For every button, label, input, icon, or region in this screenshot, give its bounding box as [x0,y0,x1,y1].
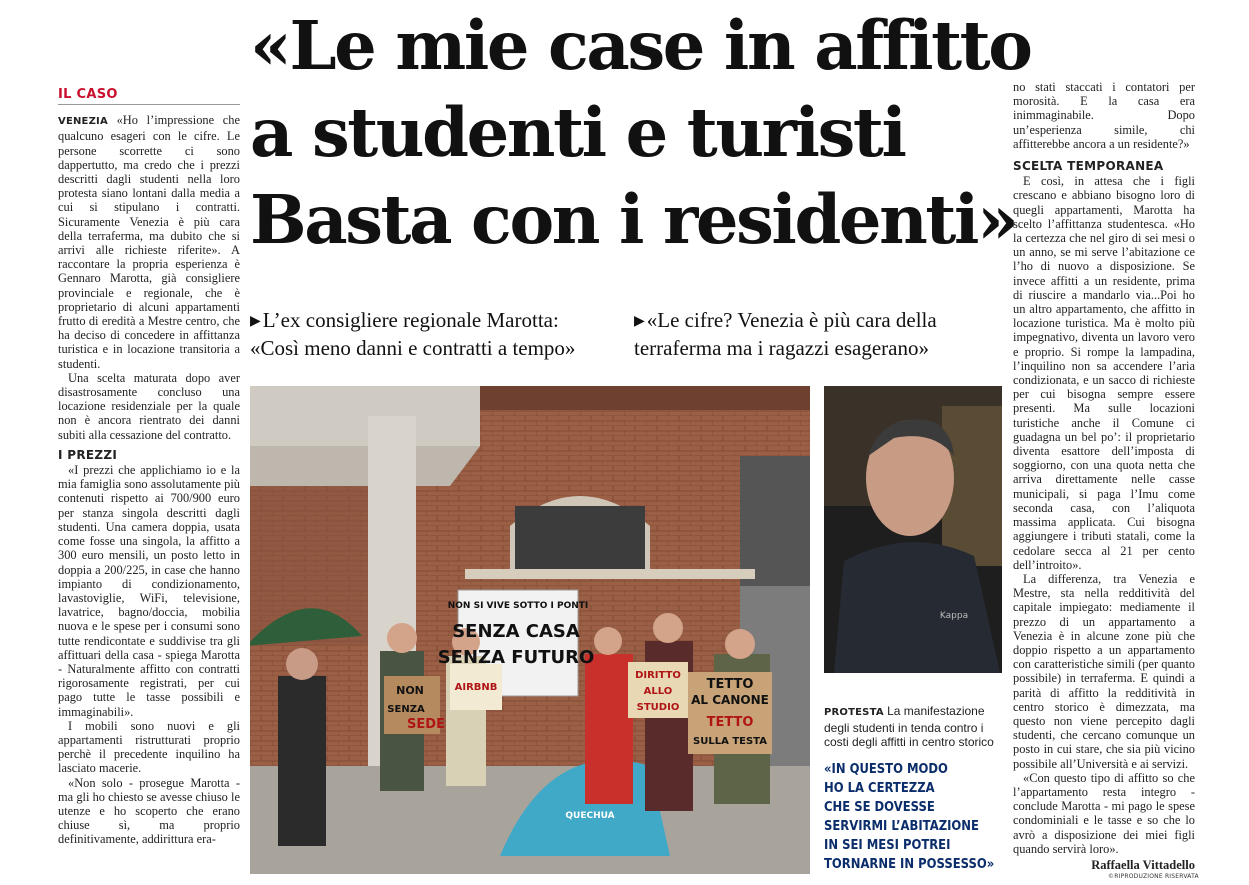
left-paragraph-5: «Non solo - prosegue Marotta - ma gli ho chiesto se avesse chiuso le utenze e ho scoperto che erano chiuse sì, ma proprio definitivamente, addirittura era- [58,775,240,847]
pull-quote [824,760,995,874]
headline-line-3: Basta con i residenti» [250,180,1017,259]
subhead-right-line-2: terraferma ma i ragazzi esagerano» [634,336,929,360]
photo-caption [824,704,1002,750]
protest-photo [250,386,810,874]
pull-quote-line-5: IN SEI MESI POTREI [824,837,951,853]
marotta-portrait-photo [824,386,1002,673]
placard-red-text-1: DIRITTO [635,670,681,681]
placard-red-text-3: STUDIO [636,702,680,713]
right-paragraph-1: no stati staccati i contatori per morosità. E la casa era inimmaginabile. Dopo un’esperienza simile, chi affitterebbe ancora a un residente?» [1013,80,1195,151]
right-paragraph-3: La differenza, tra Venezia e Mestre, sta nella redditività del capitale impiegato: mediamente il prezzo di un appartamento a Venezia è in alcune zone più che doppio rispetto a un appartamento con caratteristiche simili (per quanto possibile) in terraferma. E quindi a parità di affitto la redditività in centro storico è dimezzata, ma questo non viene percepito dagli studenti, che cercano comunque un posto in cui stare, che sia più vicino possibile all’Università e ai servizi. [1013,571,1195,771]
subhead-left-line-2: «Così meno danni e contratti a tempo» [250,336,576,360]
right-paragraph-4: «Con questo tipo di affitto so che l’appartamento resta integro - conclude Marotta - mi pago le spese condominiali e le tasse e so che lo avrò a disposizione dei miei figli quando servirà loro». [1013,770,1195,856]
placard-left-text-1: NON [396,684,424,697]
subhead-left-line-1: L’ex consigliere regionale Marotta: [262,308,559,332]
banner-text-2: SENZA CASA [452,621,580,642]
placard-left-text-2: SENZA [387,704,425,715]
headline [250,2,1031,263]
subhead-right-line-1: «Le cifre? Venezia è più cara della [646,308,937,332]
tent-brand-text: QUECHUA [565,811,615,821]
pull-quote-line-6: TORNARNE IN POSSESSO» [824,856,995,872]
headline-line-1: «Le mie case in affitto [250,6,1031,85]
pull-quote-line-3: CHE SE DOVESSE [824,799,935,815]
pull-quote-line-2: HO LA CERTEZZA [824,780,935,796]
banner-text-1: NON SI VIVE SOTTO I PONTI [447,601,589,611]
placard-left-text-3: SEDE [407,717,445,732]
shirt-brand-text: Kappa [939,611,969,621]
placard-right-text-2: AL CANONE [691,693,769,707]
right-paragraph-2: E così, in attesa che i figli crescano e abbiano bisogno loro di quegli appartamenti, Marotta ha scelto l’affittanza studentesca. «Ho la certezza che nel giro di sei mesi o un anno, se mi serve l’abitazione ce l’ho di nuovo a disposizione. Se invece affitti a un residente, prima di riuscire a mandarlo via...Poi ho un altro appartamento, che affitto in locazione turistica. Ma è molto più impegnativo, diventa un lavoro vero e proprio. Si rompe la lampadina, l’inquilino non sa accendere l’aria condizionata, e un sacco di richieste per cui bisogna sempre essere presenti. Ma sulle locazioni turistiche anche il Comune ci guadagna un bel po’: il proprietario diventa esattore dell’imposta di soggiorno, con una quota netta che arriva direttamente nelle casse municipali, si paga l’Imu come seconda casa, con l’aliquota massima applicata. Cui bisogna aggiungere i tributi statali, come la cedolare secca al 21 per cento dell’introito». [1013,174,1195,572]
triangle-bullet-icon: ▶ [250,314,261,329]
left-paragraph-2: Una scelta maturata dopo aver disastrosamente concluso una locazione residenziale per la quale non è ancora rientrato dei danni subiti alla cessazione del contratto. [58,370,240,442]
triangle-bullet-icon: ▶ [634,314,645,329]
right-column [1013,80,1195,872]
left-paragraph-4: I mobili sono nuovi e gli appartamenti ristrutturati proprio perchè il precedente inquilino ha lasciato macerie. [58,718,240,776]
pull-quote-line-4: SERVIRMI L’ABITAZIONE [824,818,979,834]
pull-quote-line-1: «IN QUESTO MODO [824,761,948,777]
byline: Raffaella Vittadello [1091,857,1195,872]
caption-text: La manifestazione degli studenti in tenda contro i costi degli affitti in centro storico [824,704,994,749]
placard-right-text-3: TETTO [706,715,754,730]
copyright-notice: ©RIPRODUZIONE RISERVATA [1108,873,1199,880]
section-label-scelta-temporanea: SCELTA TEMPORANEA [1013,159,1164,174]
placard-mid-text: AIRBNB [454,682,498,693]
left-paragraph-3: «I prezzi che applichiamo io e la mia famiglia sono assolutamente più contenuti rispetto ai 700/900 euro per stanza singola descritti dagli studenti. Una camera doppia, usata come fosse una singola, la affitto a 300 euro mensili, un posto letto in doppia a 200/225, in case che hanno impianto di condizionamento, lavastoviglie, WiFi, televisione, lavatrice, bagno/doccia, mobilia nuova e le spese per i consumi sono tutte rendicontate e suddivise tra gli affittuari della casa - spiega Marotta - Naturalmente affitto con contratti rigorosamente registrati, per cui pago tutte le tasse possibili e immaginabili». [58,463,240,719]
subhead-right [634,308,937,360]
section-label-prezzi: I PREZZI [58,447,118,462]
placard-right-text-4: SULLA TESTA [693,736,767,747]
caption-label: PROTESTA [824,707,884,718]
left-paragraph-1: VENEZIA «Ho l’impressione che qualcuno esageri con le cifre. Le persone scorrette ci sono dappertutto, ma credo che i prezzi descritti dagli studenti nella loro protesta siano lontani dalla media a cui si stipulano i contratti. Sicuramente Venezia è più cara della terraferma, ma dubito che si arrivi alle richieste riferite». A raccontare la propria esperienza è Gennaro Marotta, già consigliere provinciale e regionale, che è proprietario di alcuni appartamenti frutto di eredità a Mestre centro, che ha deciso di concedere in affittanza turistica e in locazione transitoria a studenti. [58,113,240,371]
subhead-left [250,308,575,360]
placard-right-text-1: TETTO [706,677,754,692]
dateline: VENEZIA [58,116,108,128]
left-column [58,88,240,847]
banner-text-3: SENZA FUTURO [437,647,595,668]
section-label-il-caso: IL CASO [58,88,240,105]
headline-line-2: a studenti e turisti [250,93,905,172]
placard-red-text-2: ALLO [643,686,673,697]
